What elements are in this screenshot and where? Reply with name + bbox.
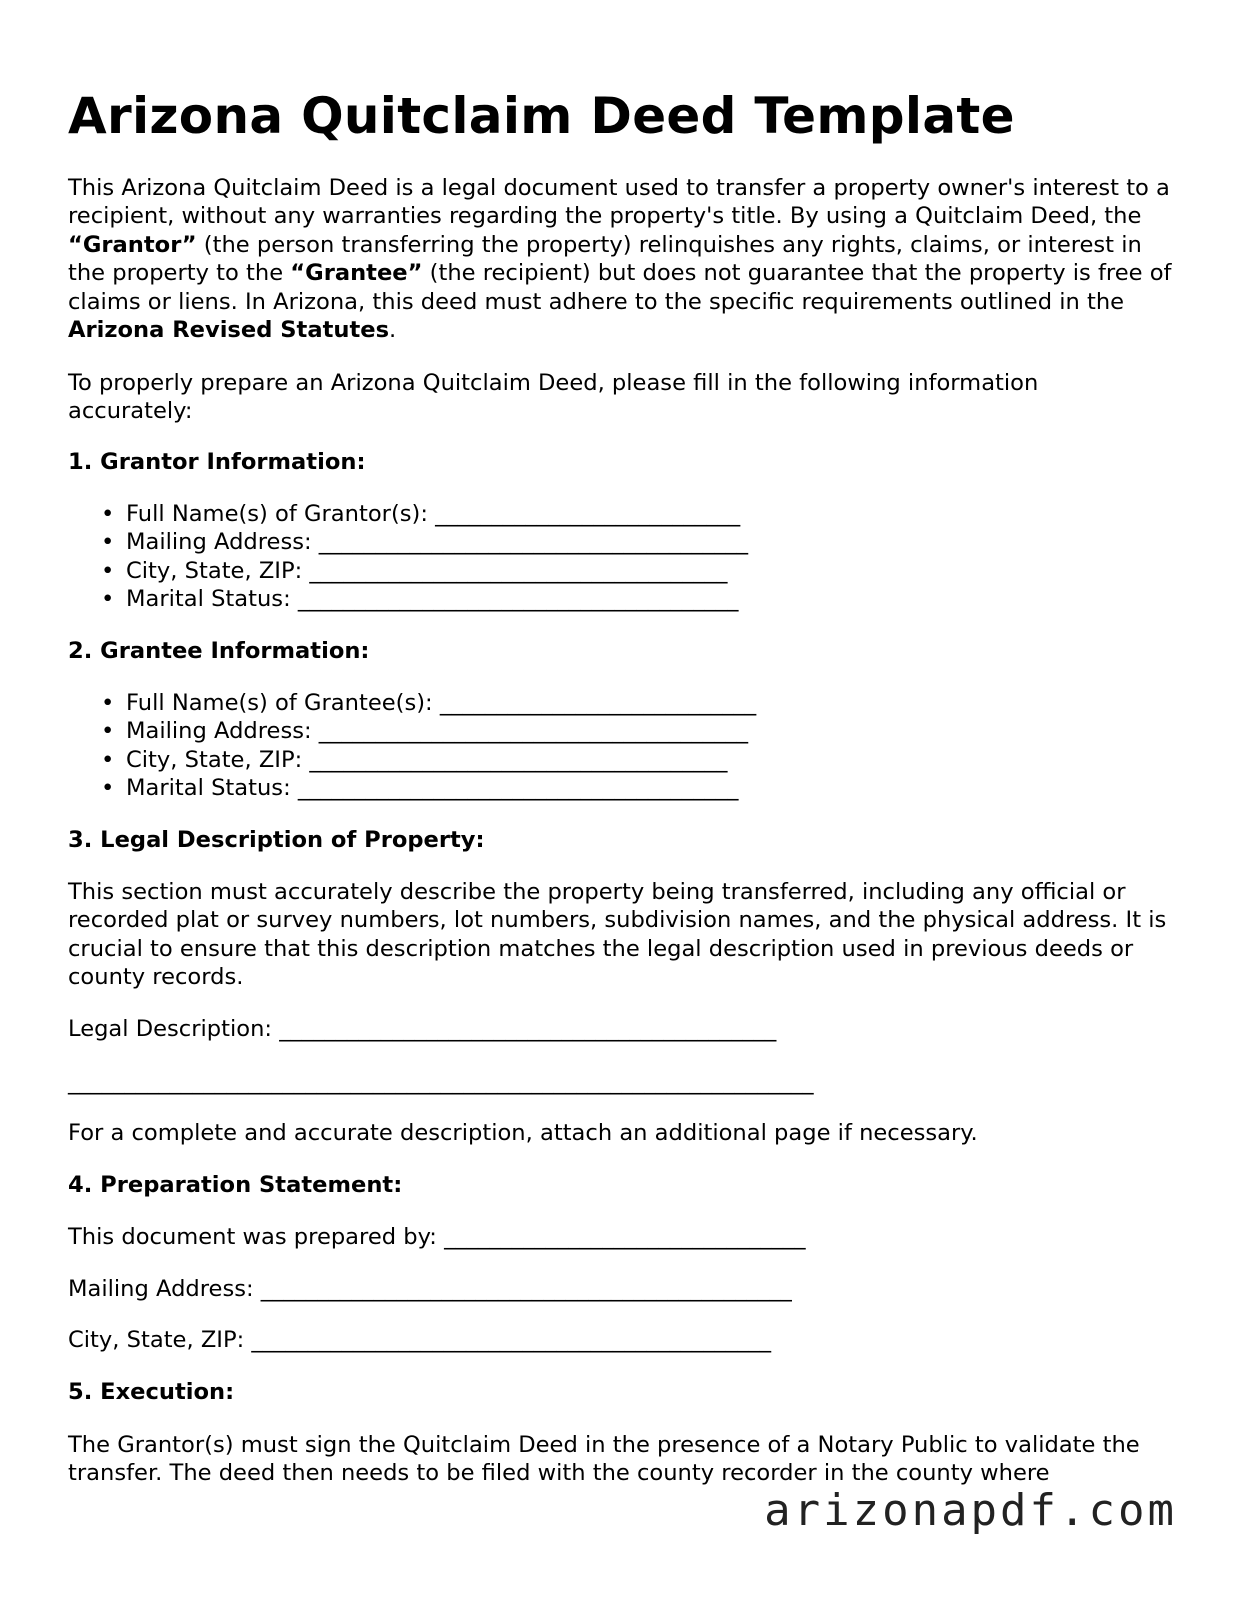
bullet-icon: • (101, 557, 115, 584)
legal-description-field[interactable]: Legal Description: ____________________________________________ (68, 1016, 777, 1042)
page-title: Arizona Quitclaim Deed Template (68, 87, 1015, 145)
preparation-heading: 4. Preparation Statement: (68, 1172, 403, 1198)
intro-text-3: (the recipient) but does not guarantee that the property is free of claims or liens. In Arizona, this deed must adhere to the specific requirements outlined in the (68, 260, 1172, 315)
grantor-term: “Grantor” (68, 231, 197, 258)
legal-description-paragraph: This section must accurately describe the property being transferred, including any official or recorded plat or survey numbers, lot numbers, subdivision names, and the physical address. It is crucial to ensure that this description matches the legal description used in previous deeds or county records. (68, 879, 1167, 991)
statutes-term: Arizona Revised Statutes (68, 317, 390, 344)
site-watermark: arizonapdf.com (764, 1485, 1177, 1536)
intro-paragraph (68, 174, 1173, 344)
legal-description-note: For a complete and accurate description, attach an additional page if necessary. (68, 1120, 978, 1146)
prepared-by-field[interactable]: This document was prepared by: ________________________________ (68, 1224, 806, 1250)
intro-text-2: (the person transferring the property) relinquishes any rights, claims, or interest in the property to the (68, 231, 1142, 287)
grantee-city-field[interactable]: • City, State, ZIP: _____________________________________ (101, 746, 728, 773)
grantor-field-list (68, 500, 748, 614)
preparer-address-field[interactable]: Mailing Address: _______________________________________________ (68, 1276, 792, 1302)
grantor-heading: 1. Grantor Information: (68, 449, 366, 475)
grantee-heading: 2. Grantee Information: (68, 638, 370, 664)
instruction-paragraph: To properly prepare an Arizona Quitclaim Deed, please fill in the following information accurately: (68, 370, 1039, 425)
bullet-icon: • (101, 690, 115, 716)
grantee-field-list (68, 689, 756, 803)
grantor-address-field[interactable]: • Mailing Address: ______________________________________ (101, 529, 749, 556)
grantor-city-field[interactable]: • City, State, ZIP: _____________________________________ (101, 557, 728, 584)
bullet-icon: • (101, 746, 115, 773)
grantee-marital-field[interactable]: • Marital Status: _______________________________________ (101, 775, 739, 802)
legal-description-blank-line[interactable]: __________________________________________________________________ (68, 1069, 814, 1095)
grantee-term: “Grantee” (290, 260, 423, 287)
grantee-address-field[interactable]: • Mailing Address: ______________________________________ (101, 718, 749, 745)
grantee-name-field[interactable]: • Full Name(s) of Grantee(s): ____________________________ (101, 690, 757, 716)
bullet-icon: • (101, 775, 115, 802)
grantor-name-field[interactable]: • Full Name(s) of Grantor(s): ___________________________ (101, 501, 741, 527)
preparer-city-field[interactable]: City, State, ZIP: ______________________________________________ (68, 1327, 772, 1353)
bullet-icon: • (101, 529, 115, 556)
intro-text-1: This Arizona Quitclaim Deed is a legal document used to transfer a property owner's interest to a recipient, without any warranties regarding the property's title. By using a Quitclaim Deed, the (68, 175, 1170, 230)
execution-heading: 5. Execution: (68, 1379, 235, 1405)
execution-paragraph: The Grantor(s) must sign the Quitclaim Deed in the presence of a Notary Public to validate the transfer. The deed then needs to be filed with the county recorder in the county where (68, 1432, 1140, 1487)
grantor-marital-field[interactable]: • Marital Status: _______________________________________ (101, 586, 739, 613)
legal-description-heading: 3. Legal Description of Property: (68, 827, 485, 853)
bullet-icon: • (101, 718, 115, 745)
bullet-icon: • (101, 501, 115, 527)
bullet-icon: • (101, 586, 115, 613)
intro-text-4: . (389, 317, 397, 344)
